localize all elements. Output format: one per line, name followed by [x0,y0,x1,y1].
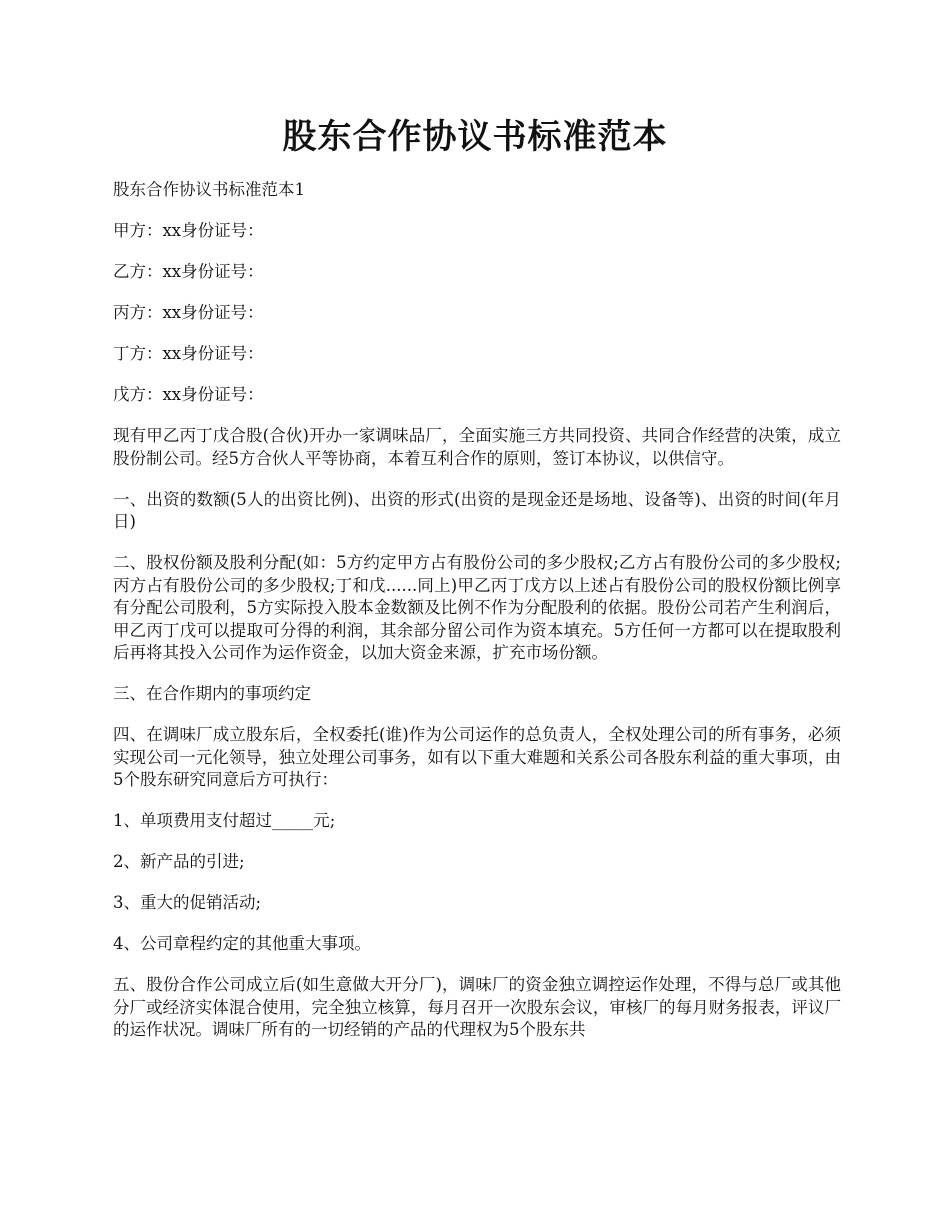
clause-4-paragraph: 四、在调味厂成立股东后，全权委托(谁)作为公司运作的总负责人，全权处理公司的所有事务，必须实现公司一元化领导，独立处理公司事务，如有以下重大难题和关系公司各股东利益的重大事项，由5个股东研究同意后方可执行： [113,725,841,789]
intro-paragraph: 现有甲乙丙丁戊合股(合伙)开办一家调味品厂，全面实施三方共同投资、共同合作经营的决策，成立股份制公司。经5方合伙人平等协商，本着互利合作的原则，签订本协议，以供信守。 [113,426,841,468]
clause-2-paragraph: 二、股权份额及股利分配(如：5方约定甲方占有股份公司的多少股权;乙方占有股份公司的多少股权;丙方占有股份公司的多少股权;丁和戊......同上)甲乙丙丁戊方以上述占有股份公司的股权份额比例享有分配公司股利，5方实际投入股本金数额及比例不作为分配股利的依据。股份公司若产生利润后，甲乙丙丁戊可以提取可分得的利润，其余部分留公司作为资本填充。5方任何一方都可以在提取股利后再将其投入公司作为运作资金，以加大资金来源，扩充市场份额。 [113,553,841,662]
party-c-line: 丙方：xx身份证号： [113,303,264,322]
party-a-line: 甲方：xx身份证号： [113,221,264,240]
party-b-line: 乙方：xx身份证号： [113,262,264,281]
party-d-line: 丁方：xx身份证号： [113,344,264,363]
party-e-line: 戊方：xx身份证号： [113,385,264,404]
clause-5-paragraph: 五、股份合作公司成立后(如生意做大开分厂)，调味厂的资金独立调控运作处理，不得与总厂或其他分厂或经济实体混合使用，完全独立核算，每月召开一次股东会议，审核厂的每月财务报表，评议厂的运作状况。调味厂所有的一切经销的产品的代理权为5个股东共 [113,975,841,1039]
document-body [113,179,841,1060]
clause-1-paragraph: 一、出资的数额(5人的出资比例)、出资的形式(出资的是现金还是场地、设备等)、出资的时间(年月日) [113,489,841,531]
list-item-1: 1、单项费用支付超过_____元; [113,811,336,830]
list-item-4: 4、公司章程约定的其他重大事项。 [113,934,371,953]
list-item-3: 3、重大的促销活动; [113,893,262,912]
subtitle-paragraph: 股东合作协议书标准范本1 [113,180,305,199]
list-item-2: 2、新产品的引进; [113,852,245,871]
document-title: 股东合作协议书标准范本 [282,117,668,157]
clause-3-paragraph: 三、在合作期内的事项约定 [113,684,311,703]
